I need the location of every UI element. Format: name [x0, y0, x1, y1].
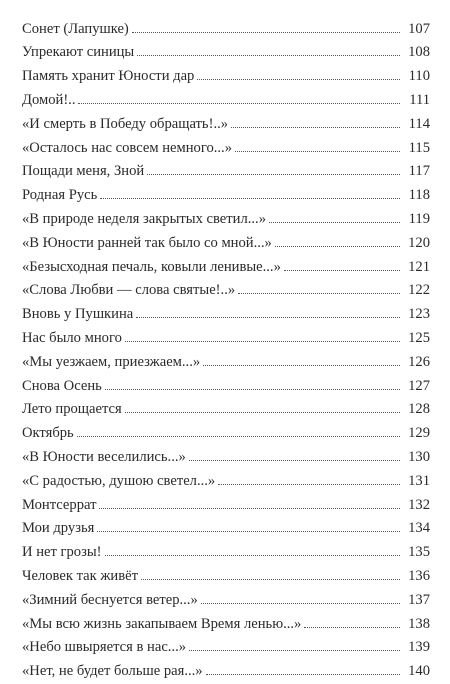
toc-entry-title: Память хранит Юности дар [22, 68, 195, 85]
dot-leader [97, 517, 400, 533]
toc-entry[interactable] [22, 207, 430, 231]
dot-leader [197, 65, 400, 81]
toc-entry-page-number: 107 [408, 20, 430, 37]
toc-entry[interactable] [22, 255, 430, 279]
toc-entry-title: И нет грозы! [22, 544, 102, 561]
toc-entry-title: Родная Русь [22, 187, 98, 204]
toc-entry-page-number: 131 [408, 472, 430, 489]
dot-leader [100, 184, 400, 200]
dot-leader [189, 445, 400, 461]
toc-entry-page-number: 138 [408, 615, 430, 632]
toc-entry-title: Монтсеррат [22, 496, 97, 513]
toc-entry[interactable] [22, 422, 430, 446]
toc-entry[interactable] [22, 350, 430, 374]
toc-entry-title: «Небо швыряется в нас...» [22, 639, 187, 656]
toc-entry-title: Сонет (Лапушке) [22, 20, 129, 37]
toc-entry-title: Пощади меня, Зной [22, 163, 145, 180]
dot-leader [147, 160, 400, 176]
dot-leader [269, 207, 400, 223]
toc-entry-page-number: 137 [408, 591, 430, 608]
toc-entry[interactable] [22, 541, 430, 565]
toc-entry[interactable] [22, 588, 430, 612]
toc-entry[interactable] [22, 493, 430, 517]
toc-entry-page-number: 139 [408, 639, 430, 656]
toc-entry-page-number: 115 [408, 139, 430, 156]
toc-entry-title: «Мы уезжаем, приезжаем...» [22, 353, 201, 370]
toc-entry[interactable] [22, 112, 430, 136]
toc-entry-title: Домой!.. [22, 91, 76, 108]
toc-entry[interactable] [22, 88, 430, 112]
dot-leader [105, 374, 400, 390]
dot-leader [78, 88, 400, 104]
toc-entry-title: Нас было много [22, 329, 122, 346]
toc-entry[interactable] [22, 660, 430, 684]
toc-entry[interactable] [22, 184, 430, 208]
dot-leader [203, 350, 400, 366]
toc-entry[interactable] [22, 136, 430, 160]
toc-entry[interactable] [22, 41, 430, 65]
toc-entry[interactable] [22, 65, 430, 89]
toc-entry-title: «Осталось нас совсем немного...» [22, 139, 232, 156]
toc-entry[interactable] [22, 636, 430, 660]
toc-entry-page-number: 118 [408, 187, 430, 204]
toc-entry-title: Лето прощается [22, 401, 122, 418]
dot-leader [231, 112, 400, 128]
toc-entry-title: Вновь у Пушкина [22, 306, 134, 323]
toc-entry[interactable] [22, 517, 430, 541]
dot-leader [235, 136, 400, 152]
dot-leader [141, 564, 400, 580]
toc-entry[interactable] [22, 231, 430, 255]
dot-leader [284, 255, 400, 271]
toc-entry-title: «В природе неделя закрытых светил...» [22, 210, 266, 227]
dot-leader [99, 493, 400, 509]
toc-entry[interactable] [22, 564, 430, 588]
dot-leader [125, 326, 400, 342]
toc-entry-page-number: 128 [408, 401, 430, 418]
toc-entry-page-number: 140 [408, 663, 430, 680]
toc-entry-page-number: 119 [408, 210, 430, 227]
toc-entry[interactable] [22, 374, 430, 398]
dot-leader [275, 231, 400, 247]
toc-entry-page-number: 114 [408, 115, 430, 132]
toc-entry[interactable] [22, 303, 430, 327]
dot-leader [105, 541, 400, 557]
toc-entry-page-number: 132 [408, 496, 430, 513]
toc-entry-page-number: 129 [408, 425, 430, 442]
dot-leader [201, 588, 400, 604]
dot-leader [304, 612, 400, 628]
toc-entry-page-number: 125 [408, 329, 430, 346]
toc-entry-title: «С радостью, душою светел...» [22, 472, 216, 489]
toc-entry[interactable] [22, 445, 430, 469]
toc-entry-page-number: 130 [408, 448, 430, 465]
toc-entry-page-number: 134 [408, 520, 430, 537]
toc-entry-title: «Мы всю жизнь закапываем Время ленью...» [22, 615, 302, 632]
dot-leader [137, 41, 400, 57]
dot-leader [206, 660, 400, 676]
toc-entry-page-number: 122 [408, 282, 430, 299]
toc-entry-page-number: 135 [408, 544, 430, 561]
toc-entry-title: Мои друзья [22, 520, 95, 537]
toc-entry[interactable] [22, 612, 430, 636]
toc-entry-title: «И смерть в Победу обращать!..» [22, 115, 229, 132]
toc-entry-page-number: 110 [408, 68, 430, 85]
toc-entry-title: «Слова Любви — слова святые!..» [22, 282, 236, 299]
dot-leader [125, 398, 400, 414]
toc-entry-title: Упрекают синицы [22, 44, 135, 61]
toc-entry-title: «Безысходная печаль, ковыли ленивые...» [22, 258, 281, 275]
toc-entry-page-number: 121 [408, 258, 430, 275]
toc-entry-page-number: 127 [408, 377, 430, 394]
dot-leader [218, 469, 400, 485]
toc-entry-page-number: 123 [408, 306, 430, 323]
toc-entry[interactable] [22, 398, 430, 422]
dot-leader [189, 636, 400, 652]
dot-leader [132, 17, 400, 33]
dot-leader [238, 279, 400, 295]
toc-entry-title: «В Юности ранней так было со мной...» [22, 234, 272, 251]
toc-entry-title: Октябрь [22, 425, 74, 442]
toc-entry-title: Человек так живёт [22, 567, 138, 584]
dot-leader [77, 422, 400, 438]
toc-entry-page-number: 117 [408, 163, 430, 180]
toc-entry-title: Снова Осень [22, 377, 102, 394]
toc-entry-page-number: 108 [408, 44, 430, 61]
toc-entry-title: «В Юности веселились...» [22, 448, 186, 465]
toc-entry-title: «Нет, не будет больше рая...» [22, 663, 203, 680]
toc-entry[interactable] [22, 326, 430, 350]
toc-entry[interactable] [22, 160, 430, 184]
toc-entry-page-number: 126 [408, 353, 430, 370]
toc-entry[interactable] [22, 17, 430, 41]
toc-entry-page-number: 120 [408, 234, 430, 251]
dot-leader [136, 303, 400, 319]
toc-entry-page-number: 136 [408, 567, 430, 584]
toc-entry[interactable] [22, 469, 430, 493]
toc-entry[interactable] [22, 279, 430, 303]
table-of-contents [22, 17, 430, 683]
toc-entry-page-number: 111 [409, 91, 430, 108]
toc-entry-title: «Зимний беснуется ветер...» [22, 591, 198, 608]
